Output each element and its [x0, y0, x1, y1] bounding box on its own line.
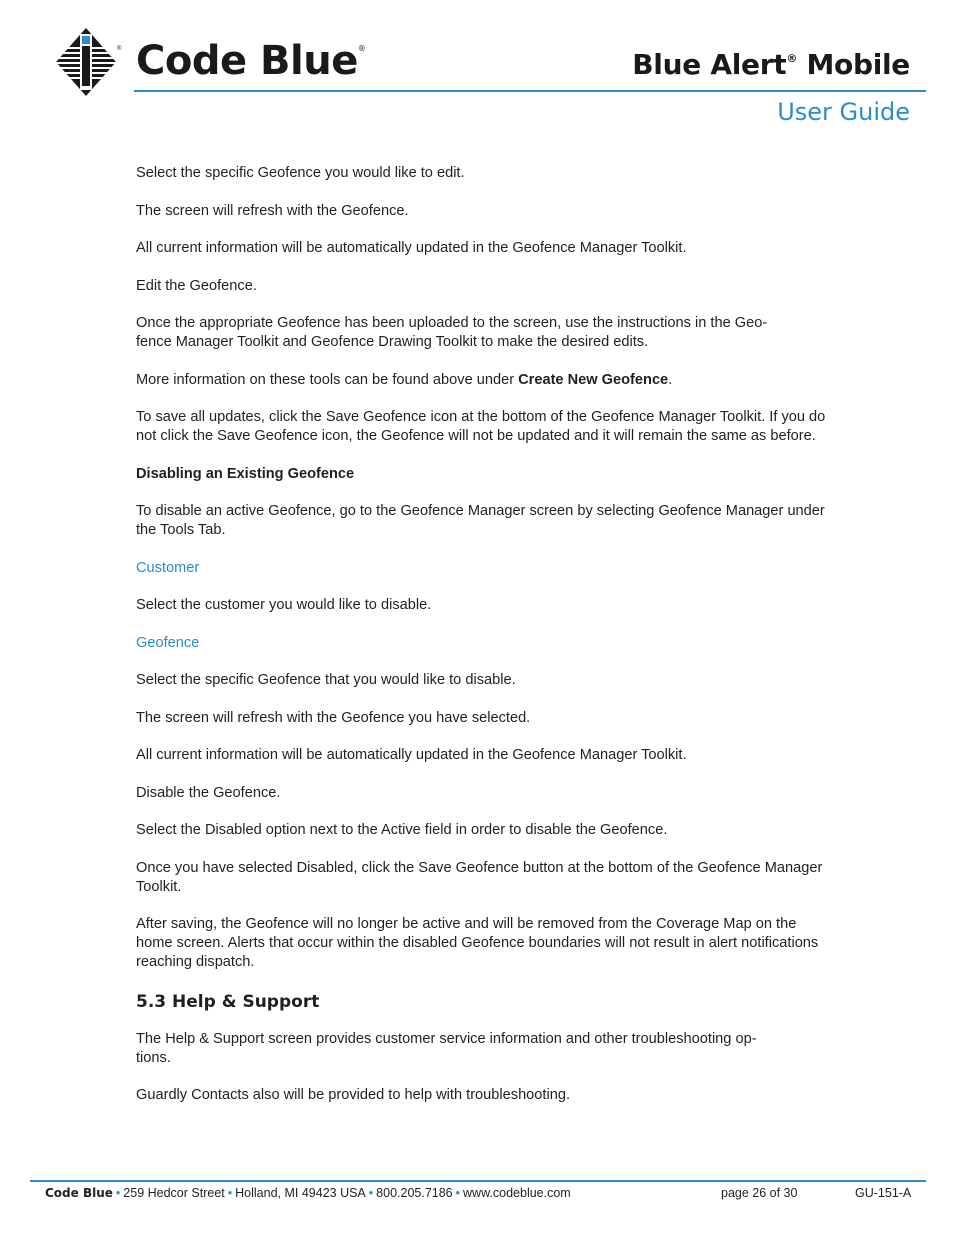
logo-wordmark: [136, 38, 365, 84]
paragraph: [136, 1030, 836, 1068]
page-number: page 26 of 30: [721, 1186, 798, 1200]
geofence-subheading: Geofence: [136, 634, 200, 651]
paragraph-line: fence Manager Toolkit and Geofence Drawing Toolkit to make the desired edits.: [136, 334, 649, 350]
footer-website: www.codeblue.com: [463, 1186, 571, 1200]
paragraph: All current information will be automatically updated in the Geofence Manager Toolkit.: [136, 240, 687, 256]
paragraph: To disable an active Geofence, go to the Geofence Manager screen by selecting Geofence Manager under the Tools Tab.: [136, 503, 825, 538]
document-title-suffix: Mobile: [797, 48, 910, 81]
footer-address: 259 Hedcor Street: [123, 1186, 225, 1200]
paragraph: [136, 314, 836, 352]
page-content: [136, 164, 836, 1124]
paragraph-line: tions.: [136, 1049, 171, 1066]
footer-separator: •: [227, 1186, 233, 1200]
help-support-section-heading: 5.3 Help & Support: [136, 991, 320, 1012]
footer-separator: •: [115, 1186, 121, 1200]
paragraph: All current information will be automatically updated in the Geofence Manager Toolkit.: [136, 747, 687, 763]
paragraph: Once you have selected Disabled, click the Save Geofence button at the bottom of the Geofence Manager Toolkit.: [136, 859, 823, 895]
paragraph: The screen will refresh with the Geofence.: [136, 202, 409, 219]
paragraph: Disable the Geofence.: [136, 784, 281, 801]
paragraph: Select the Disabled option next to the Active field in order to disable the Geofence.: [136, 822, 668, 838]
document-title: [632, 48, 910, 81]
paragraph: [136, 371, 836, 390]
code-blue-logo: [56, 28, 401, 98]
paragraph-line: Once the appropriate Geofence has been uploaded to the screen, use the instructions in the Geo-: [136, 315, 768, 331]
paragraph-text: More information on these tools can be found above under: [136, 371, 519, 388]
footer-divider: [30, 1180, 926, 1182]
paragraph: Guardly Contacts also will be provided to help with troubleshooting.: [136, 1087, 571, 1103]
disabling-geofence-heading: Disabling an Existing Geofence: [136, 465, 355, 482]
footer-brand: Code Blue: [45, 1186, 113, 1200]
paragraph: Select the specific Geofence you would like to edit.: [136, 165, 465, 181]
document-title-registered-mark: ®: [786, 51, 798, 65]
paragraph: Select the specific Geofence that you would like to disable.: [136, 672, 516, 688]
paragraph: Edit the Geofence.: [136, 277, 257, 294]
paragraph: The screen will refresh with the Geofence you have selected.: [136, 709, 531, 726]
paragraph: After saving, the Geofence will no longer be active and will be removed from the Coverage Map on the home screen. Alerts that occur within the disabled Geofence boundaries will not result in alert notifications reaching dispatch.: [136, 916, 819, 970]
document-subtitle: User Guide: [777, 98, 910, 126]
footer-city: Holland, MI 49423 USA: [235, 1186, 366, 1200]
header-divider: [134, 90, 926, 92]
logo-brand-name: Code Blue: [136, 38, 358, 84]
footer-phone: 800.205.7186: [376, 1186, 453, 1200]
document-id: GU-151-A: [855, 1186, 912, 1200]
document-title-main: Blue Alert: [632, 48, 787, 81]
footer-contact: [45, 1186, 571, 1200]
paragraph: Select the customer you would like to disable.: [136, 597, 432, 613]
footer-separator: •: [455, 1186, 461, 1200]
paragraph-text: .: [668, 371, 673, 388]
footer-separator: •: [368, 1186, 374, 1200]
code-blue-emblem-icon: [56, 28, 124, 98]
svg-text:®: ®: [117, 46, 122, 52]
paragraph: To save all updates, click the Save Geofence icon at the bottom of the Geofence Manager Toolkit. If you do not click the Save Geofence icon, the Geofence will not be updated and it will remain the same as before.: [136, 409, 826, 444]
paragraph-line: The Help & Support screen provides customer service information and other troubleshooting op-: [136, 1030, 757, 1047]
create-new-geofence-reference: Create New Geofence: [518, 371, 669, 388]
logo-registered-mark: ®: [357, 44, 366, 53]
customer-subheading: Customer: [136, 559, 200, 576]
